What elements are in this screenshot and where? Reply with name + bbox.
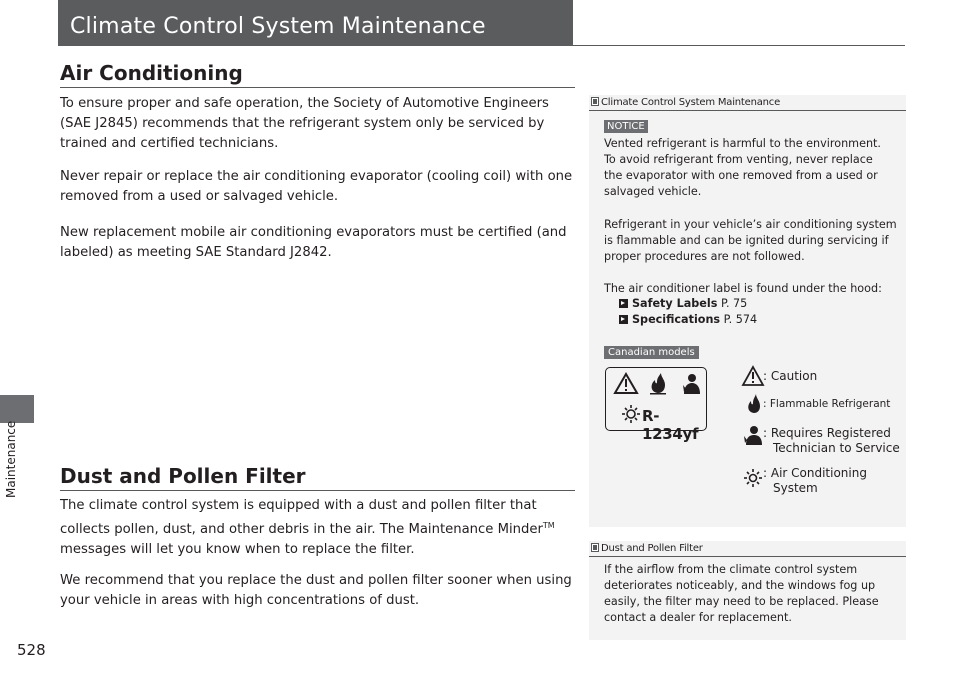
technician-icon — [683, 374, 700, 394]
dust-paragraph-1: The climate control system is equipped with a dust and pollen filter that collects pollen, dust, and other debris in the air. The Maintenance Minder™ messages will let you know when to replace the filter. — [60, 498, 555, 557]
notice-text: Vented refrigerant is harmful to the environment. To avoid refrigerant from venting, never replace the evaporator with one removed from a used or salvaged vehicle. — [604, 137, 881, 198]
section-tab-label: Maintenance — [4, 420, 18, 498]
caution-legend-text: : Caution — [763, 369, 818, 383]
section-tab-marker — [0, 395, 34, 423]
dust-sidebar-text: If the airflow from the climate control system deteriorates noticeably, and the windows fog up easily, the filter may need to be replaced. Please contact a dealer for replacement. — [604, 563, 879, 624]
ac-heading-rule — [60, 87, 575, 88]
label-location-text: The air conditioner label is found under the hood: — [604, 282, 882, 295]
ac-paragraph-1: To ensure proper and safe operation, the Society of Automotive Engineers (SAE J2845) recommends that the refrigerant system only be serviced by trained and certified technicians. — [60, 96, 549, 151]
canadian-models-badge: Canadian models — [604, 346, 699, 359]
dust-heading-rule — [60, 490, 575, 491]
page-title: Climate Control System Maintenance — [70, 14, 486, 39]
sidebar-note-icon — [591, 543, 599, 552]
sidebar-ac-maintenance — [589, 95, 906, 527]
sidebar-header: Dust and Pollen Filter — [589, 541, 906, 557]
sidebar-note-icon — [591, 97, 599, 106]
flame-icon — [650, 373, 666, 395]
ac-legend-line-1: : Air Conditioning — [763, 466, 867, 480]
page-number: 528 — [17, 641, 46, 659]
ac-legend-line-2: System — [773, 481, 818, 495]
ac-paragraph-2: Never repair or replace the air conditioning evaporator (cooling coil) with one removed from a used or salvaged vehicle. — [60, 169, 573, 204]
xref-arrow-icon — [619, 315, 628, 324]
xref-arrow-icon — [619, 299, 628, 308]
ac-heading: Air Conditioning — [60, 61, 243, 85]
title-rule — [573, 45, 905, 46]
notice-badge: NOTICE — [604, 120, 648, 133]
refrigerant-label-illustration — [605, 367, 707, 443]
technician-legend-icon — [742, 424, 764, 446]
ac-paragraph-3: New replacement mobile air conditioning evaporators must be certified (and labeled) as meeting SAE Standard J2842. — [60, 225, 567, 260]
refrigerant-code: R-1234yf — [642, 407, 699, 443]
page-title-bar — [58, 0, 573, 46]
warning-triangle-icon — [615, 374, 637, 393]
xref-safety-labels[interactable]: Safety Labels P. 75 — [619, 297, 747, 310]
xref-specifications[interactable]: Specifications P. 574 — [619, 313, 757, 326]
sidebar-header: Climate Control System Maintenance — [589, 95, 906, 111]
ac-sun-icon — [622, 405, 640, 423]
flammable-legend-text: : Flammable Refrigerant — [763, 398, 891, 410]
registered-legend-line-1: : Requires Registered — [763, 426, 891, 440]
dust-paragraph-2: We recommend that you replace the dust and pollen filter sooner when using your vehicle in areas with high concentrations of dust. — [60, 573, 572, 608]
flammable-legend-icon — [744, 393, 764, 415]
sidebar-dust-filter — [589, 541, 906, 640]
caution-legend-icon — [741, 365, 765, 387]
ac-legend-icon — [742, 467, 764, 489]
registered-legend-line-2: Technician to Service — [773, 441, 900, 455]
flammable-text: Refrigerant in your vehicle’s air conditioning system is flammable and can be ignited during servicing if proper procedures are not followed. — [604, 218, 897, 263]
dust-heading: Dust and Pollen Filter — [60, 464, 306, 488]
